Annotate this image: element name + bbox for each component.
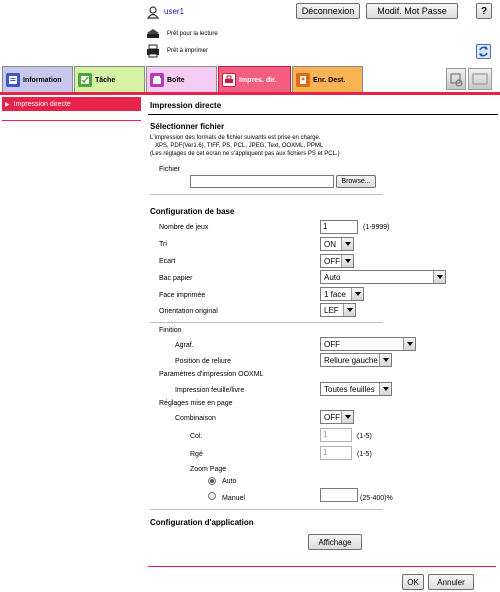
page-title: Impression directe xyxy=(150,101,222,110)
ok-button[interactable]: OK xyxy=(402,574,424,590)
address-book-icon xyxy=(296,73,310,87)
row-input[interactable]: 1 xyxy=(320,446,352,460)
sidebar-divider xyxy=(2,120,141,121)
tab-job-label: Tâche xyxy=(95,76,116,84)
zoom-auto-radio[interactable] xyxy=(208,477,216,485)
zoom-manual-input[interactable] xyxy=(320,488,358,502)
tray-value: Auto xyxy=(324,272,341,282)
zoom-auto-label: Auto xyxy=(222,478,237,485)
tab-job[interactable] xyxy=(74,66,145,93)
direct-print-icon xyxy=(222,73,236,87)
chevron-down-icon xyxy=(341,238,353,250)
cancel-button[interactable]: Annuler xyxy=(428,574,474,590)
copies-input[interactable]: 1 xyxy=(320,220,358,234)
tray-select[interactable] xyxy=(320,270,446,284)
title-divider xyxy=(148,114,498,115)
orientation-select[interactable] xyxy=(320,303,356,317)
offset-label: Ecart xyxy=(159,258,176,265)
file-label: Fichier xyxy=(159,166,181,173)
copies-range: (1-9999) xyxy=(363,224,390,231)
chevron-down-icon xyxy=(341,255,353,267)
chevron-down-icon xyxy=(379,354,391,366)
copies-label: Nombre de jeux xyxy=(159,224,209,231)
tab-box[interactable] xyxy=(146,66,217,93)
app-config-heading: Configuration d'application xyxy=(150,518,254,527)
job-icon xyxy=(78,73,92,87)
zoom-label: Zoom Page xyxy=(190,466,227,473)
refresh-icon[interactable] xyxy=(476,44,491,59)
logout-button[interactable]: Déconnexion xyxy=(296,3,360,19)
staple-select[interactable] xyxy=(320,337,416,351)
divider xyxy=(150,509,383,510)
combine-label: Combinaison xyxy=(175,415,216,422)
tab-information[interactable] xyxy=(2,66,73,93)
divider xyxy=(150,322,383,323)
chevron-down-icon xyxy=(379,383,391,395)
sort-select[interactable] xyxy=(320,237,354,251)
select-file-heading: Sélectionner fichier xyxy=(150,122,225,131)
col-label: Col. xyxy=(190,433,203,440)
col-range: (1-5) xyxy=(357,433,372,440)
info-icon xyxy=(6,73,20,87)
box-settings-icon[interactable] xyxy=(446,68,466,90)
status-reading: Prêt pour la lecture xyxy=(167,31,218,37)
chevron-down-icon xyxy=(433,271,445,283)
print-sheet-value: Toutes feuilles xyxy=(324,384,375,394)
user-icon xyxy=(147,6,159,19)
staple-label: Agraf. xyxy=(175,342,194,349)
user-name: user1 xyxy=(164,7,185,16)
binding-label: Position de reliure xyxy=(175,358,232,365)
zoom-range: (25-400)% xyxy=(360,495,393,502)
layout-label: Réglages mise en page xyxy=(159,400,233,407)
combine-select[interactable] xyxy=(320,410,354,424)
tray-label: Bac papier xyxy=(159,275,193,282)
chevron-down-icon xyxy=(343,304,355,316)
col-input[interactable]: 1 xyxy=(320,428,352,442)
print-sheet-select[interactable] xyxy=(320,382,392,396)
orientation-value: LEF xyxy=(324,305,339,315)
staple-value: OFF xyxy=(324,339,340,349)
zoom-manual-radio[interactable] xyxy=(208,492,216,500)
zoom-manual-label: Manuel xyxy=(222,495,245,502)
sidebar-arrow-icon: ▶ xyxy=(5,101,10,108)
status-printing: Prêt à imprimer xyxy=(167,48,209,54)
box-icon xyxy=(150,73,164,87)
sides-select[interactable] xyxy=(320,287,364,301)
settings-note: (Les réglages de cet écran ne s'appliquent pas aux fichiers PS et PCL.) xyxy=(150,151,340,157)
binding-select[interactable] xyxy=(320,353,392,367)
display-button[interactable]: Affichage xyxy=(308,534,362,550)
printer-status-icon xyxy=(146,44,160,58)
chevron-down-icon xyxy=(403,338,415,350)
tab-direct-print-label: Impres. dir. xyxy=(239,76,277,84)
tab-underline xyxy=(0,92,500,95)
sides-label: Face imprimée xyxy=(159,292,206,299)
tab-box-label: Boîte xyxy=(167,76,185,84)
tab-store-address-label: Enr. Dest. xyxy=(313,76,346,84)
footer-divider xyxy=(148,566,496,567)
orientation-label: Orientation original xyxy=(159,308,218,315)
tab-direct-print[interactable] xyxy=(218,66,291,93)
supported-formats-text: L'impression des formats de fichier suivants est prise en charge. xyxy=(150,135,321,141)
finishing-label: Finition xyxy=(159,327,182,334)
browse-button[interactable]: Browse... xyxy=(336,175,376,188)
file-path-input[interactable] xyxy=(190,175,334,188)
tab-store-address[interactable] xyxy=(292,66,363,93)
basic-config-heading: Configuration de base xyxy=(150,207,235,216)
screen-icon[interactable] xyxy=(468,68,492,90)
tab-information-label: Information xyxy=(23,76,62,84)
row-range: (1-5) xyxy=(357,451,372,458)
offset-value: OFF xyxy=(324,256,340,266)
sidebar-item-direct-print[interactable] xyxy=(2,97,141,111)
chevron-down-icon xyxy=(351,288,363,300)
change-password-button[interactable]: Modif. Mot Passe xyxy=(366,3,458,19)
divider xyxy=(150,194,383,195)
sort-label: Tri xyxy=(159,241,167,248)
sides-value: 1 face xyxy=(324,289,346,299)
binding-value: Reliure gauche xyxy=(324,355,378,365)
scanner-status-icon xyxy=(146,28,160,39)
sort-value: ON xyxy=(324,239,336,249)
chevron-down-icon xyxy=(341,411,353,423)
offset-select[interactable] xyxy=(320,254,354,268)
combine-value: OFF xyxy=(324,412,340,422)
row-label: Rgé xyxy=(190,451,203,458)
supported-formats-list: XPS, PDF(Ver1.6), TIFF, PS, PCL, JPEG, Text, OOXML, PPML xyxy=(155,143,324,149)
sidebar-item-label: Impression directe xyxy=(13,100,71,108)
help-button[interactable]: ? xyxy=(476,3,492,19)
print-sheet-label: Impression feuille/livre xyxy=(175,387,245,394)
ooxml-label: Paramètres d'impression OOXML xyxy=(159,371,264,378)
